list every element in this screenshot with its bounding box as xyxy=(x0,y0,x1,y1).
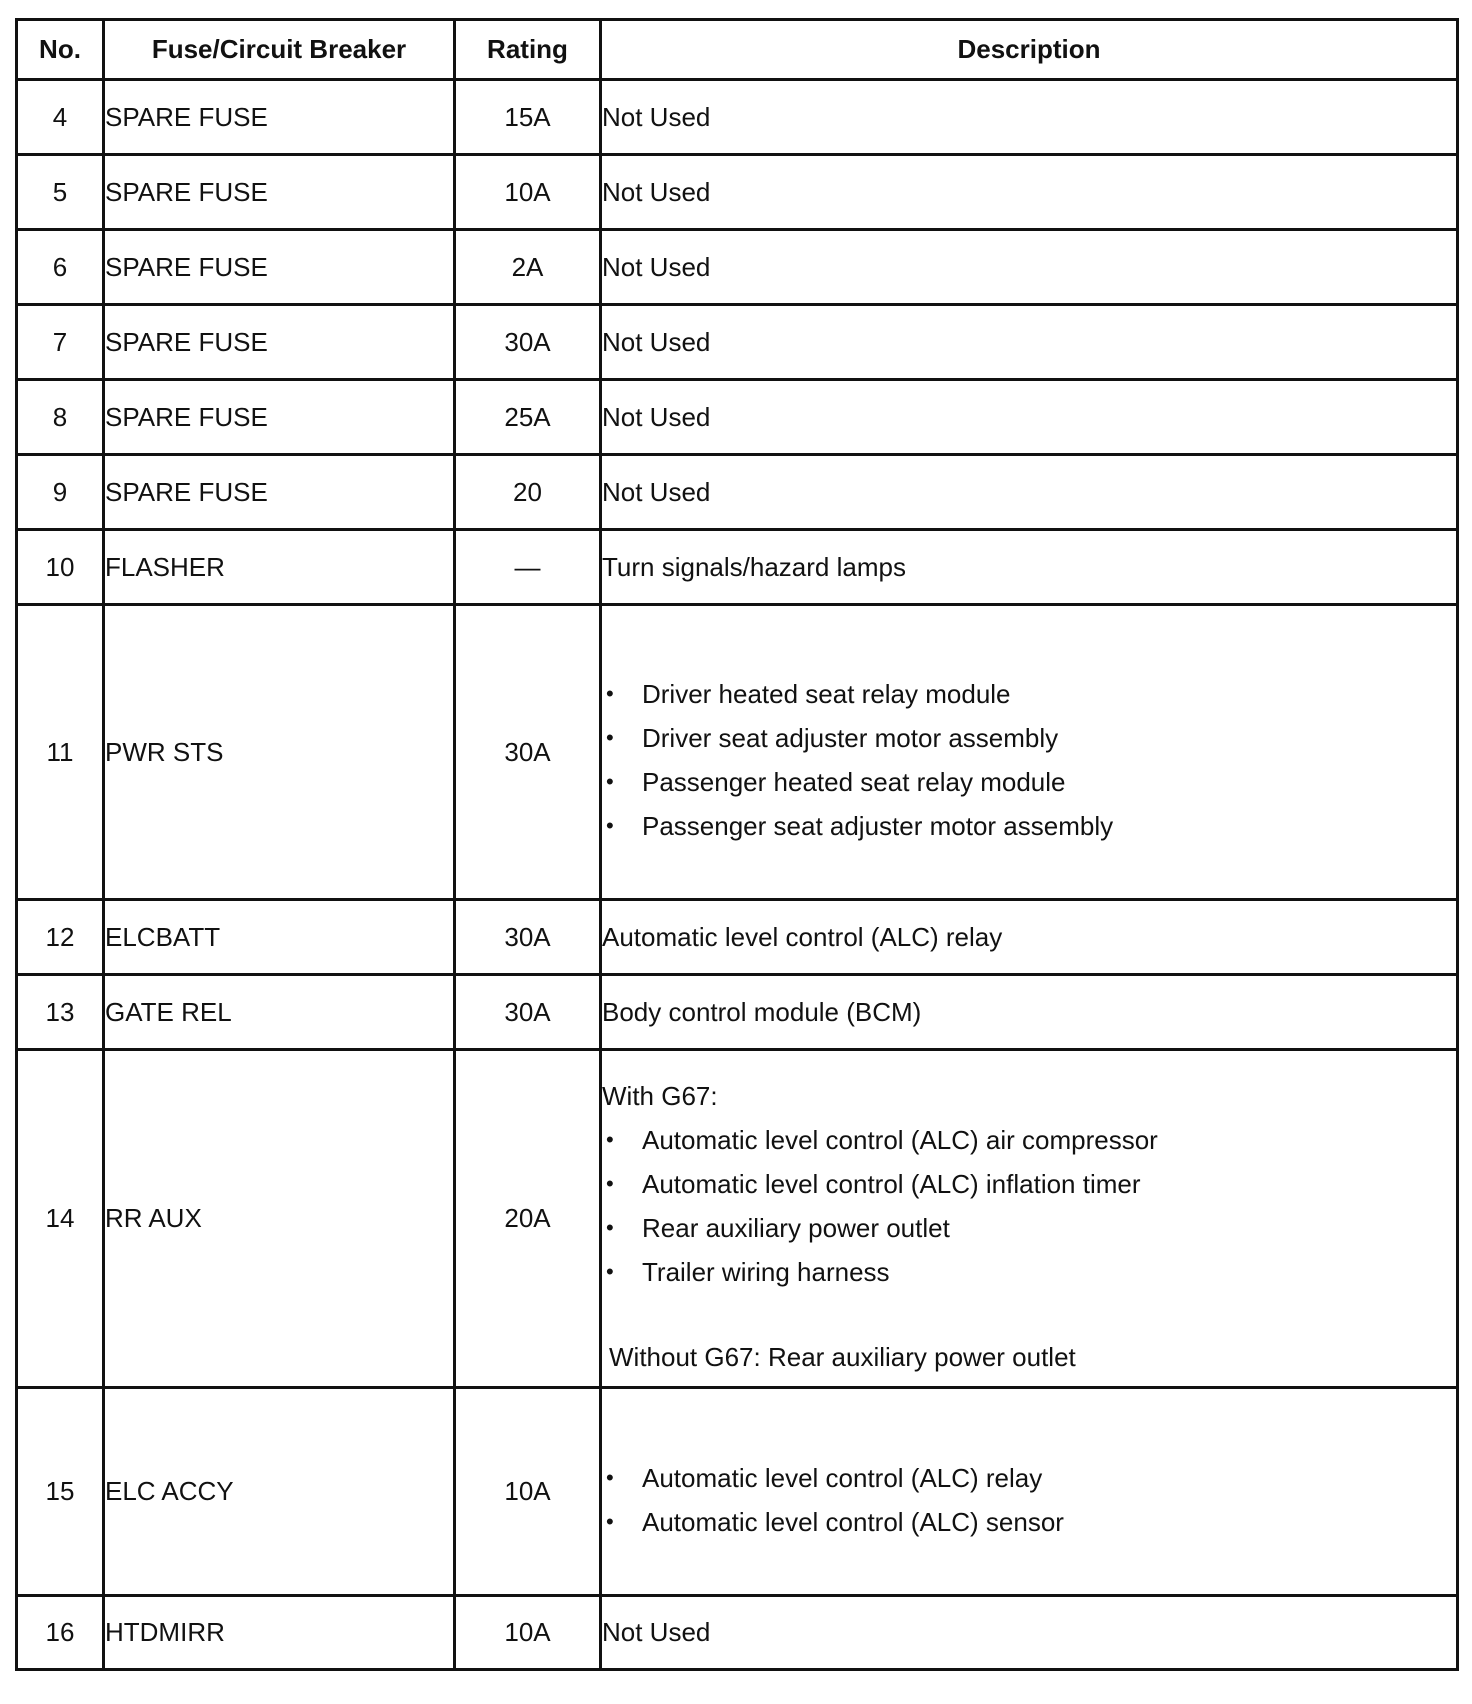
cell-rating: — xyxy=(455,530,601,605)
cell-description: Not Used xyxy=(601,455,1458,530)
cell-fuse: GATE REL xyxy=(104,975,455,1050)
table-header-row xyxy=(17,20,1458,80)
bullet-list xyxy=(602,1118,1456,1294)
cell-rating: 10A xyxy=(455,1388,601,1596)
cell-description: Not Used xyxy=(601,305,1458,380)
cell-description: Automatic level control (ALC) relay xyxy=(601,900,1458,975)
cell-rating: 30A xyxy=(455,975,601,1050)
cell-fuse: SPARE FUSE xyxy=(104,455,455,530)
table-row xyxy=(17,305,1458,380)
table-row xyxy=(17,230,1458,305)
bullet-list xyxy=(602,1456,1456,1544)
cell-fuse: SPARE FUSE xyxy=(104,155,455,230)
bullet-item: • Automatic level control (ALC) relay xyxy=(602,1456,1456,1500)
description-note: Without G67: Rear auxiliary power outlet xyxy=(609,1342,1076,1372)
cell-fuse: PWR STS xyxy=(104,605,455,900)
table-row xyxy=(17,1388,1458,1596)
cell-rating: 10A xyxy=(455,1596,601,1670)
table-row xyxy=(17,1050,1458,1388)
cell-description: Not Used xyxy=(601,155,1458,230)
cell-description xyxy=(601,1388,1458,1596)
bullet-item: • Automatic level control (ALC) inflation timer xyxy=(602,1162,1456,1206)
bullet-item: • Trailer wiring harness xyxy=(602,1250,1456,1294)
cell-fuse: SPARE FUSE xyxy=(104,80,455,155)
cell-fuse: ELCBATT xyxy=(104,900,455,975)
cell-no: 7 xyxy=(17,305,104,380)
cell-rating: 2A xyxy=(455,230,601,305)
cell-fuse: FLASHER xyxy=(104,530,455,605)
cell-no: 11 xyxy=(17,605,104,900)
cell-no: 8 xyxy=(17,380,104,455)
cell-description: Body control module (BCM) xyxy=(601,975,1458,1050)
cell-rating: 30A xyxy=(455,605,601,900)
cell-fuse: HTDMIRR xyxy=(104,1596,455,1670)
table-row xyxy=(17,900,1458,975)
cell-rating: 30A xyxy=(455,305,601,380)
cell-rating: 25A xyxy=(455,380,601,455)
table-row xyxy=(17,455,1458,530)
table-row xyxy=(17,155,1458,230)
table-row xyxy=(17,380,1458,455)
table-row xyxy=(17,80,1458,155)
cell-rating: 20A xyxy=(455,1050,601,1388)
cell-no: 4 xyxy=(17,80,104,155)
bullet-item: • Automatic level control (ALC) air compressor xyxy=(602,1118,1456,1162)
cell-fuse: SPARE FUSE xyxy=(104,380,455,455)
cell-no: 16 xyxy=(17,1596,104,1670)
bullet-item: • Driver heated seat relay module xyxy=(602,672,1456,716)
description-heading: With G67: xyxy=(602,1081,718,1111)
bullet-item: • Passenger seat adjuster motor assembly xyxy=(602,804,1456,848)
cell-no: 14 xyxy=(17,1050,104,1388)
cell-no: 5 xyxy=(17,155,104,230)
bullet-item: • Automatic level control (ALC) sensor xyxy=(602,1500,1456,1544)
cell-description: Turn signals/hazard lamps xyxy=(601,530,1458,605)
header-description: Description xyxy=(601,20,1458,80)
cell-fuse: SPARE FUSE xyxy=(104,230,455,305)
cell-rating: 10A xyxy=(455,155,601,230)
table-row xyxy=(17,975,1458,1050)
header-fuse: Fuse/Circuit Breaker xyxy=(104,20,455,80)
cell-description: Not Used xyxy=(601,80,1458,155)
cell-description: Not Used xyxy=(601,230,1458,305)
cell-fuse: ELC ACCY xyxy=(104,1388,455,1596)
cell-rating: 15A xyxy=(455,80,601,155)
table-row xyxy=(17,605,1458,900)
cell-fuse: RR AUX xyxy=(104,1050,455,1388)
cell-no: 12 xyxy=(17,900,104,975)
bullet-item: • Rear auxiliary power outlet xyxy=(602,1206,1456,1250)
cell-description xyxy=(601,1050,1458,1388)
cell-rating: 30A xyxy=(455,900,601,975)
cell-no: 10 xyxy=(17,530,104,605)
fuse-table xyxy=(15,18,1459,1671)
cell-no: 13 xyxy=(17,975,104,1050)
table-row xyxy=(17,530,1458,605)
header-rating: Rating xyxy=(455,20,601,80)
cell-no: 15 xyxy=(17,1388,104,1596)
table-row xyxy=(17,1596,1458,1670)
cell-rating: 20 xyxy=(455,455,601,530)
cell-description: Not Used xyxy=(601,380,1458,455)
bullet-item: • Passenger heated seat relay module xyxy=(602,760,1456,804)
header-no: No. xyxy=(17,20,104,80)
cell-description xyxy=(601,605,1458,900)
cell-no: 6 xyxy=(17,230,104,305)
cell-fuse: SPARE FUSE xyxy=(104,305,455,380)
cell-no: 9 xyxy=(17,455,104,530)
cell-description: Not Used xyxy=(601,1596,1458,1670)
bullet-list xyxy=(602,672,1456,848)
bullet-item: • Driver seat adjuster motor assembly xyxy=(602,716,1456,760)
